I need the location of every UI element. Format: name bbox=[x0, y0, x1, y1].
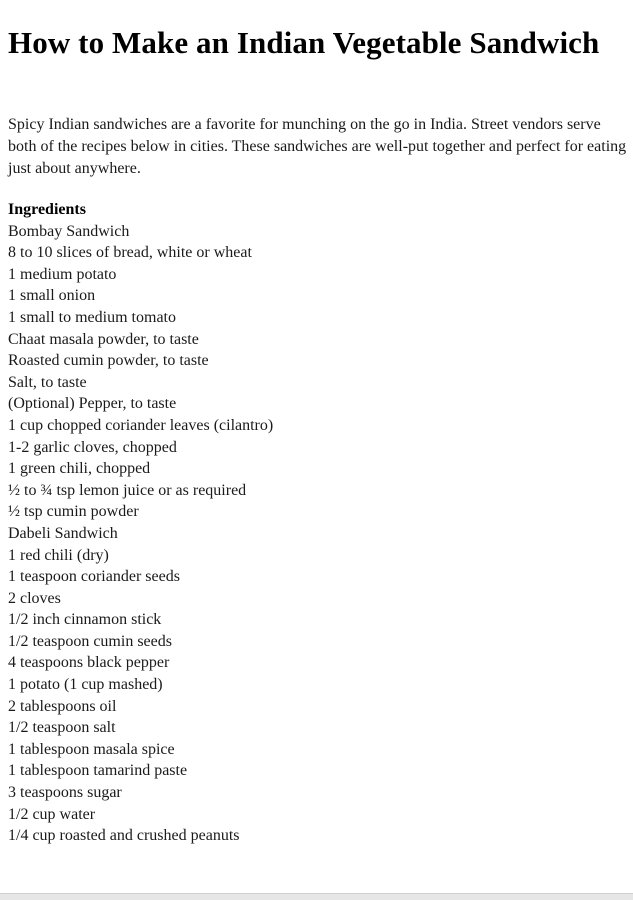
ingredient-line: 1 small onion bbox=[8, 287, 96, 305]
ingredient-line: 1/2 cup water bbox=[8, 805, 96, 823]
ingredient-line: ½ tsp cumin powder bbox=[8, 503, 139, 521]
ingredient-line: ½ to ¾ tsp lemon juice or as required bbox=[8, 481, 247, 499]
ingredient-line: (Optional) Pepper, to taste bbox=[8, 395, 177, 413]
ingredient-line: 1 red chili (dry) bbox=[8, 546, 109, 564]
ingredient-line: 1/2 teaspoon salt bbox=[8, 719, 116, 737]
ingredient-line: 1 green chili, chopped bbox=[8, 460, 151, 478]
ingredient-line: 8 to 10 slices of bread, white or wheat bbox=[8, 244, 252, 262]
article bbox=[8, 0, 628, 847]
ingredients-section bbox=[8, 199, 628, 847]
ingredient-line: Roasted cumin powder, to taste bbox=[8, 352, 209, 370]
ingredient-line: 1 teaspoon coriander seeds bbox=[8, 568, 180, 586]
ingredient-line: 1 medium potato bbox=[8, 265, 117, 283]
ingredient-line: 1 small to medium tomato bbox=[8, 308, 176, 326]
ingredient-line: 1 tablespoon masala spice bbox=[8, 740, 175, 758]
ingredient-line: 1 potato (1 cup mashed) bbox=[8, 676, 163, 694]
intro-paragraph: Spicy Indian sandwiches are a favorite for munching on the go in India. Street vendors serve both of the recipes below in cities. These sandwiches are well-put together and perfect for eating just about anywhere. bbox=[8, 116, 627, 177]
ingredient-line: 1/2 inch cinnamon stick bbox=[8, 611, 162, 629]
ingredient-line: 1/2 teaspoon cumin seeds bbox=[8, 632, 172, 650]
ingredient-line: Dabeli Sandwich bbox=[8, 524, 118, 542]
ingredient-line: 2 cloves bbox=[8, 589, 61, 607]
page-title: How to Make an Indian Vegetable Sandwich bbox=[8, 25, 600, 60]
ingredient-list bbox=[8, 221, 628, 847]
ingredient-line: 1/4 cup roasted and crushed peanuts bbox=[8, 827, 240, 845]
ingredient-line: 1-2 garlic cloves, chopped bbox=[8, 438, 177, 456]
ingredient-line: Bombay Sandwich bbox=[8, 222, 130, 240]
horizontal-scrollbar[interactable] bbox=[0, 893, 633, 900]
ingredients-heading: Ingredients bbox=[8, 201, 86, 218]
ingredient-line: 1 cup chopped coriander leaves (cilantro) bbox=[8, 416, 274, 434]
ingredient-line: 3 teaspoons sugar bbox=[8, 784, 122, 802]
ingredient-line: Salt, to taste bbox=[8, 373, 87, 391]
ingredient-line: 1 tablespoon tamarind paste bbox=[8, 762, 188, 780]
ingredient-line: 2 tablespoons oil bbox=[8, 697, 117, 715]
ingredient-line: Chaat masala powder, to taste bbox=[8, 330, 199, 348]
ingredient-line: 4 teaspoons black pepper bbox=[8, 654, 170, 672]
